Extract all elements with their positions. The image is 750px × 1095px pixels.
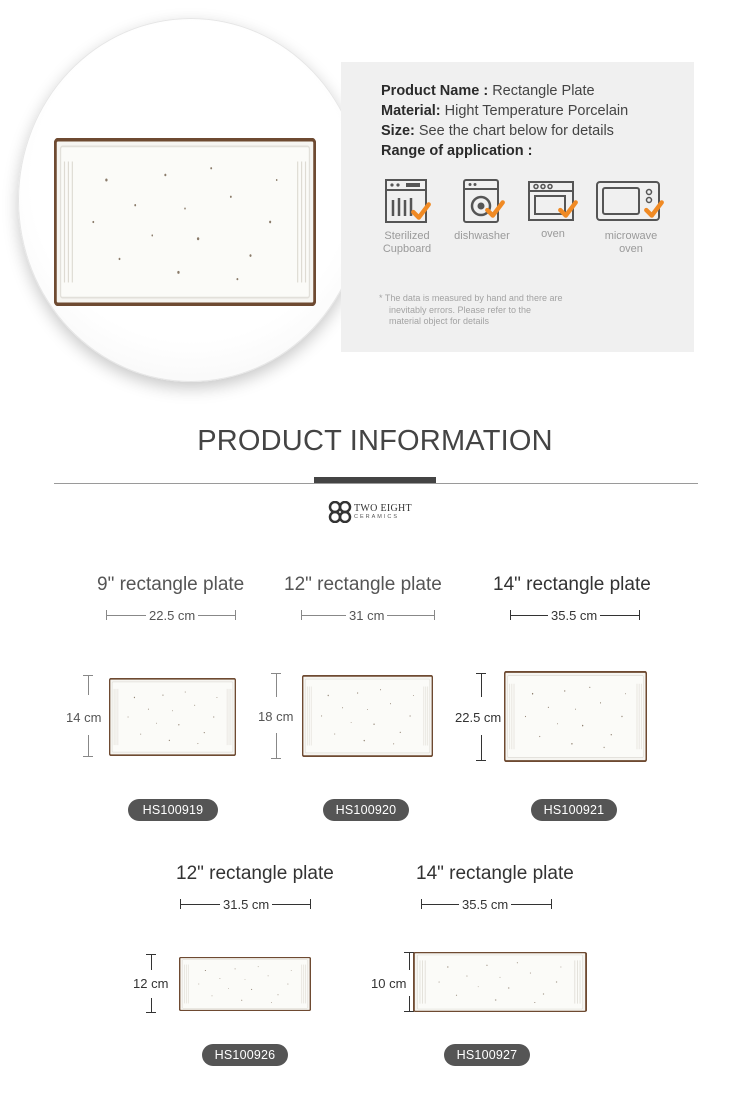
title-divider (54, 483, 698, 484)
material-row (381, 103, 628, 119)
app-label-line2: oven (619, 243, 643, 255)
dishwasher-label (446, 230, 518, 243)
height-label: 18 cm (258, 709, 294, 724)
note-line: * The data is measured by hand and there are (379, 293, 563, 303)
brand-name: TWO EIGHT (354, 503, 412, 514)
product-name-label: Product Name : (381, 83, 489, 99)
plate-name: 12" rectangle plate (284, 574, 442, 595)
product-name-row (381, 83, 595, 99)
product-code-badge: HS100919 (128, 799, 218, 821)
spec-panel (341, 62, 694, 352)
hero-product-image (18, 18, 364, 382)
material-label: Material: (381, 103, 441, 119)
dim-line (409, 952, 410, 970)
dim-line (276, 733, 277, 759)
app-label-line1: oven (541, 228, 565, 240)
range-label: Range of application : (381, 143, 533, 159)
plate-image (179, 957, 311, 1011)
plate-name: 12" rectangle plate (176, 863, 334, 884)
brand-logo (328, 499, 428, 525)
plate-image (504, 671, 647, 762)
dim-line (481, 673, 482, 697)
dim-cap (146, 1012, 156, 1013)
hero-plate-image (54, 138, 316, 306)
product-code-badge: HS100927 (444, 1044, 530, 1066)
dim-cap (310, 899, 311, 909)
note-line: material object for details (389, 316, 490, 326)
title-accent-bar (314, 477, 436, 483)
microwave-oven-icon (595, 178, 667, 226)
dim-line (409, 996, 410, 1012)
section-title: PRODUCT INFORMATION (197, 425, 553, 457)
plate-name: 14" rectangle plate (416, 863, 574, 884)
width-dimension (421, 897, 552, 911)
app-label-line1: dishwasher (454, 230, 510, 242)
microwave-oven-label (595, 230, 667, 256)
measurement-note (379, 293, 619, 328)
size-label: Size: (381, 123, 415, 139)
dim-line (151, 998, 152, 1013)
width-dimension (180, 897, 311, 911)
dim-cap (639, 610, 640, 620)
dim-cap (551, 899, 552, 909)
brand-mark-icon (328, 501, 352, 523)
product-code-badge: HS100921 (531, 799, 617, 821)
dishwasher-icon (451, 178, 511, 226)
dim-line (151, 954, 152, 970)
sterilized-cupboard-icon (377, 178, 437, 226)
width-label: 31.5 cm (220, 897, 272, 912)
height-label: 10 cm (371, 976, 407, 991)
dim-cap (83, 756, 93, 757)
note-line: inevitably errors. Please refer to the (389, 304, 532, 315)
dim-line (88, 675, 89, 695)
width-dimension (106, 608, 236, 622)
brand-subtitle: CERAMICS (354, 514, 400, 520)
oven-icon (523, 178, 583, 226)
width-label: 35.5 cm (548, 608, 600, 623)
dim-cap (235, 610, 236, 620)
size-row (381, 123, 614, 139)
plate-name: 9" rectangle plate (97, 574, 245, 595)
product-code-badge: HS100926 (202, 1044, 288, 1066)
size-value: See the chart below for details (418, 123, 614, 139)
dim-cap (271, 758, 281, 759)
width-label: 35.5 cm (459, 897, 511, 912)
oven-label (523, 228, 583, 241)
plate-image (302, 675, 433, 757)
sterilized-cupboard-label (377, 230, 437, 256)
height-label: 22.5 cm (455, 710, 502, 725)
dim-cap (434, 610, 435, 620)
app-label-line2: Cupboard (382, 243, 432, 255)
plate-name: 14" rectangle plate (493, 574, 651, 595)
plate-image (109, 678, 236, 756)
width-label: 31 cm (346, 608, 387, 623)
product-name-value: Rectangle Plate (492, 83, 595, 99)
dim-line (481, 735, 482, 761)
width-dimension (301, 608, 435, 622)
height-label: 14 cm (66, 710, 102, 725)
plate-image (413, 952, 587, 1012)
dim-line (88, 735, 89, 757)
dim-cap (476, 760, 486, 761)
width-dimension (510, 608, 640, 622)
app-label-line1: Sterilized (384, 230, 430, 242)
width-label: 22.5 cm (146, 608, 198, 623)
product-code-badge: HS100920 (323, 799, 409, 821)
app-label-line1: microwave (604, 230, 658, 242)
height-label: 12 cm (133, 976, 169, 991)
dim-line (276, 673, 277, 697)
range-row (381, 143, 532, 159)
material-value: Hight Temperature Porcelain (444, 103, 629, 119)
